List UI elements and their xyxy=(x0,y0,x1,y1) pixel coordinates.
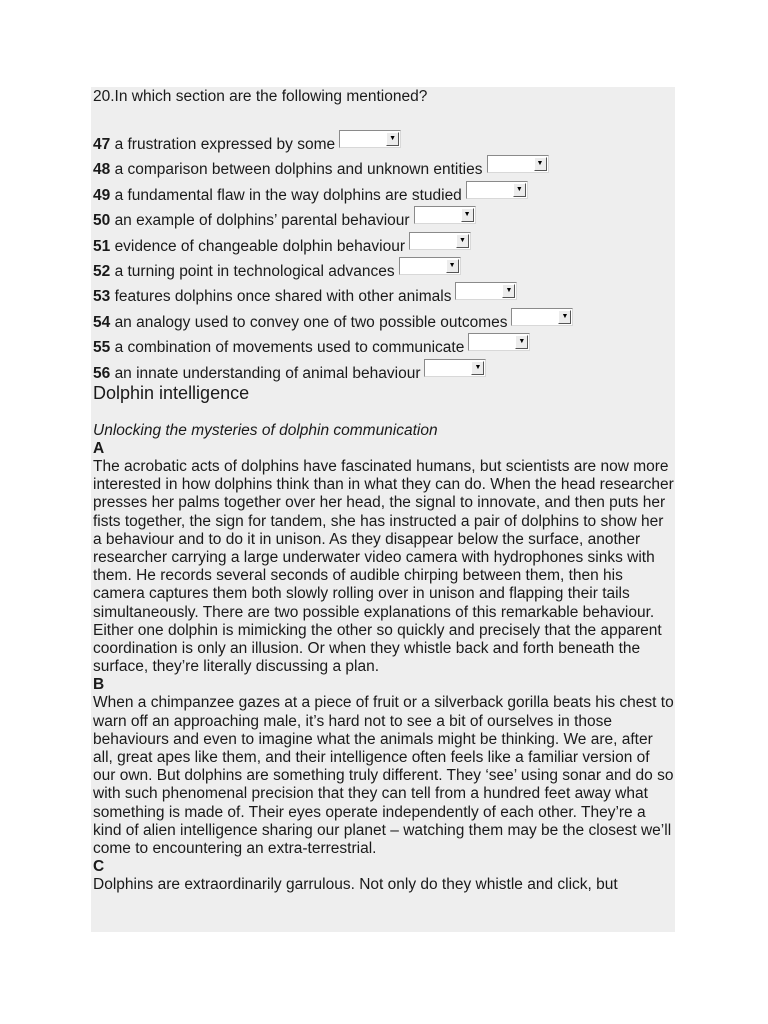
question-number: 51 xyxy=(93,237,111,255)
question-statement: an innate understanding of animal behaviour xyxy=(114,364,421,382)
answer-dropdown[interactable] xyxy=(414,206,476,224)
question-item xyxy=(93,261,675,286)
answer-dropdown[interactable] xyxy=(424,359,486,377)
question-item xyxy=(93,236,675,261)
question-number: 48 xyxy=(93,161,111,179)
answer-dropdown[interactable] xyxy=(455,282,517,300)
question-text xyxy=(93,261,395,281)
question-text xyxy=(93,159,483,179)
question-heading: 20.In which section are the following mentioned? xyxy=(93,88,428,105)
question-number: 53 xyxy=(93,288,111,306)
question-number: 56 xyxy=(93,364,111,382)
question-item xyxy=(93,159,675,184)
question-item xyxy=(93,312,675,337)
question-statement: an example of dolphins’ parental behaviour xyxy=(114,212,410,230)
question-text xyxy=(93,210,410,230)
dropdown-arrow-icon[interactable]: ▼ xyxy=(386,132,399,146)
question-list xyxy=(93,134,675,388)
article-title: Dolphin intelligence xyxy=(93,382,250,403)
section-paragraph: The acrobatic acts of dolphins have fascinated humans, but scientists are now more interested in how dolphins think than in what they can do. When the head researcher presses her palms together over her head, the signal to innovate, and then puts her fists together, the sign for tandem, she has instructed a pair of dolphins to show her a behaviour and to do it in unison. As they disappear below the surface, another researcher carrying a large underwater video camera with hydrophones sinks with them. He records several seconds of audible chirping between them, then his camera captures them both slowly rolling over in unison and flapping their tails simultaneously. There are two possible explanations of this remarkable behaviour. Either one dolphin is mimicking the other so quickly and precisely that the apparent coordination is only an illusion. Or when they whistle back and forth beneath the surface, they’re literally discussing a plan. xyxy=(93,457,674,676)
question-number: 54 xyxy=(93,313,111,331)
answer-dropdown[interactable] xyxy=(511,308,573,326)
answer-dropdown[interactable] xyxy=(399,257,461,275)
question-number: 52 xyxy=(93,262,111,280)
question-statement: a fundamental flaw in the way dolphins are studied xyxy=(114,186,462,204)
question-statement: a turning point in technological advances xyxy=(114,262,395,280)
dropdown-arrow-icon[interactable]: ▼ xyxy=(456,234,469,248)
dropdown-arrow-icon[interactable]: ▼ xyxy=(534,157,547,171)
answer-dropdown[interactable] xyxy=(468,333,530,351)
dropdown-arrow-icon[interactable]: ▼ xyxy=(446,259,459,273)
question-item xyxy=(93,337,675,362)
answer-dropdown[interactable] xyxy=(487,155,549,173)
dropdown-arrow-icon[interactable]: ▼ xyxy=(558,310,571,324)
answer-dropdown[interactable] xyxy=(409,232,471,250)
question-statement: an analogy used to convey one of two possible outcomes xyxy=(114,313,508,331)
question-number: 47 xyxy=(93,136,111,153)
document-content xyxy=(91,87,675,894)
question-statement: a frustration expressed by some xyxy=(114,136,336,153)
article-subtitle: Unlocking the mysteries of dolphin communication xyxy=(93,421,438,439)
section-letter: C xyxy=(93,858,105,876)
question-text xyxy=(93,236,405,256)
question-item xyxy=(93,210,675,235)
question-statement: evidence of changeable dolphin behaviour xyxy=(114,237,405,255)
question-text xyxy=(93,134,335,154)
question-number: 55 xyxy=(93,339,111,357)
question-statement: a comparison between dolphins and unknown entities xyxy=(114,161,483,179)
section-paragraph: Dolphins are extraordinarily garrulous. Not only do they whistle and click, but xyxy=(93,876,618,894)
question-text xyxy=(93,312,507,332)
dropdown-arrow-icon[interactable]: ▼ xyxy=(513,183,526,197)
question-statement: features dolphins once shared with other animals xyxy=(114,288,452,306)
question-item xyxy=(93,134,675,159)
dropdown-arrow-icon[interactable]: ▼ xyxy=(502,284,515,298)
question-number: 49 xyxy=(93,186,111,204)
dropdown-arrow-icon[interactable]: ▼ xyxy=(471,361,484,375)
answer-dropdown[interactable] xyxy=(339,130,401,148)
dropdown-arrow-icon[interactable]: ▼ xyxy=(461,208,474,222)
question-text xyxy=(93,185,462,205)
question-statement: a combination of movements used to communicate xyxy=(114,339,465,357)
question-text xyxy=(93,286,451,306)
question-number: 50 xyxy=(93,212,111,230)
document-page xyxy=(91,87,675,932)
article-sections xyxy=(93,440,675,894)
answer-dropdown[interactable] xyxy=(466,181,528,199)
section-letter: A xyxy=(93,439,105,457)
question-item xyxy=(93,185,675,210)
question-text xyxy=(93,337,464,357)
section-letter: B xyxy=(93,676,105,694)
section-paragraph: When a chimpanzee gazes at a piece of fruit or a silverback gorilla beats his chest to warn off an approaching male, it’s hard not to see a bit of ourselves in those behaviours and even to imagine what the animals might be thinking. We are, after all, great apes like them, and their intelligence often feels like a familiar version of our own. But dolphins are something truly different. They ‘see’ using sonar and do so with such phenomenal precision that they can tell from a hundred feet away what something is made of. Their eyes operate independently of each other. They’re a kind of alien intelligence sharing our planet – watching them may be the closest we’ll come to encountering an extra-terrestrial. xyxy=(93,694,674,857)
question-item xyxy=(93,286,675,311)
question-text xyxy=(93,363,420,383)
dropdown-arrow-icon[interactable]: ▼ xyxy=(515,335,528,349)
